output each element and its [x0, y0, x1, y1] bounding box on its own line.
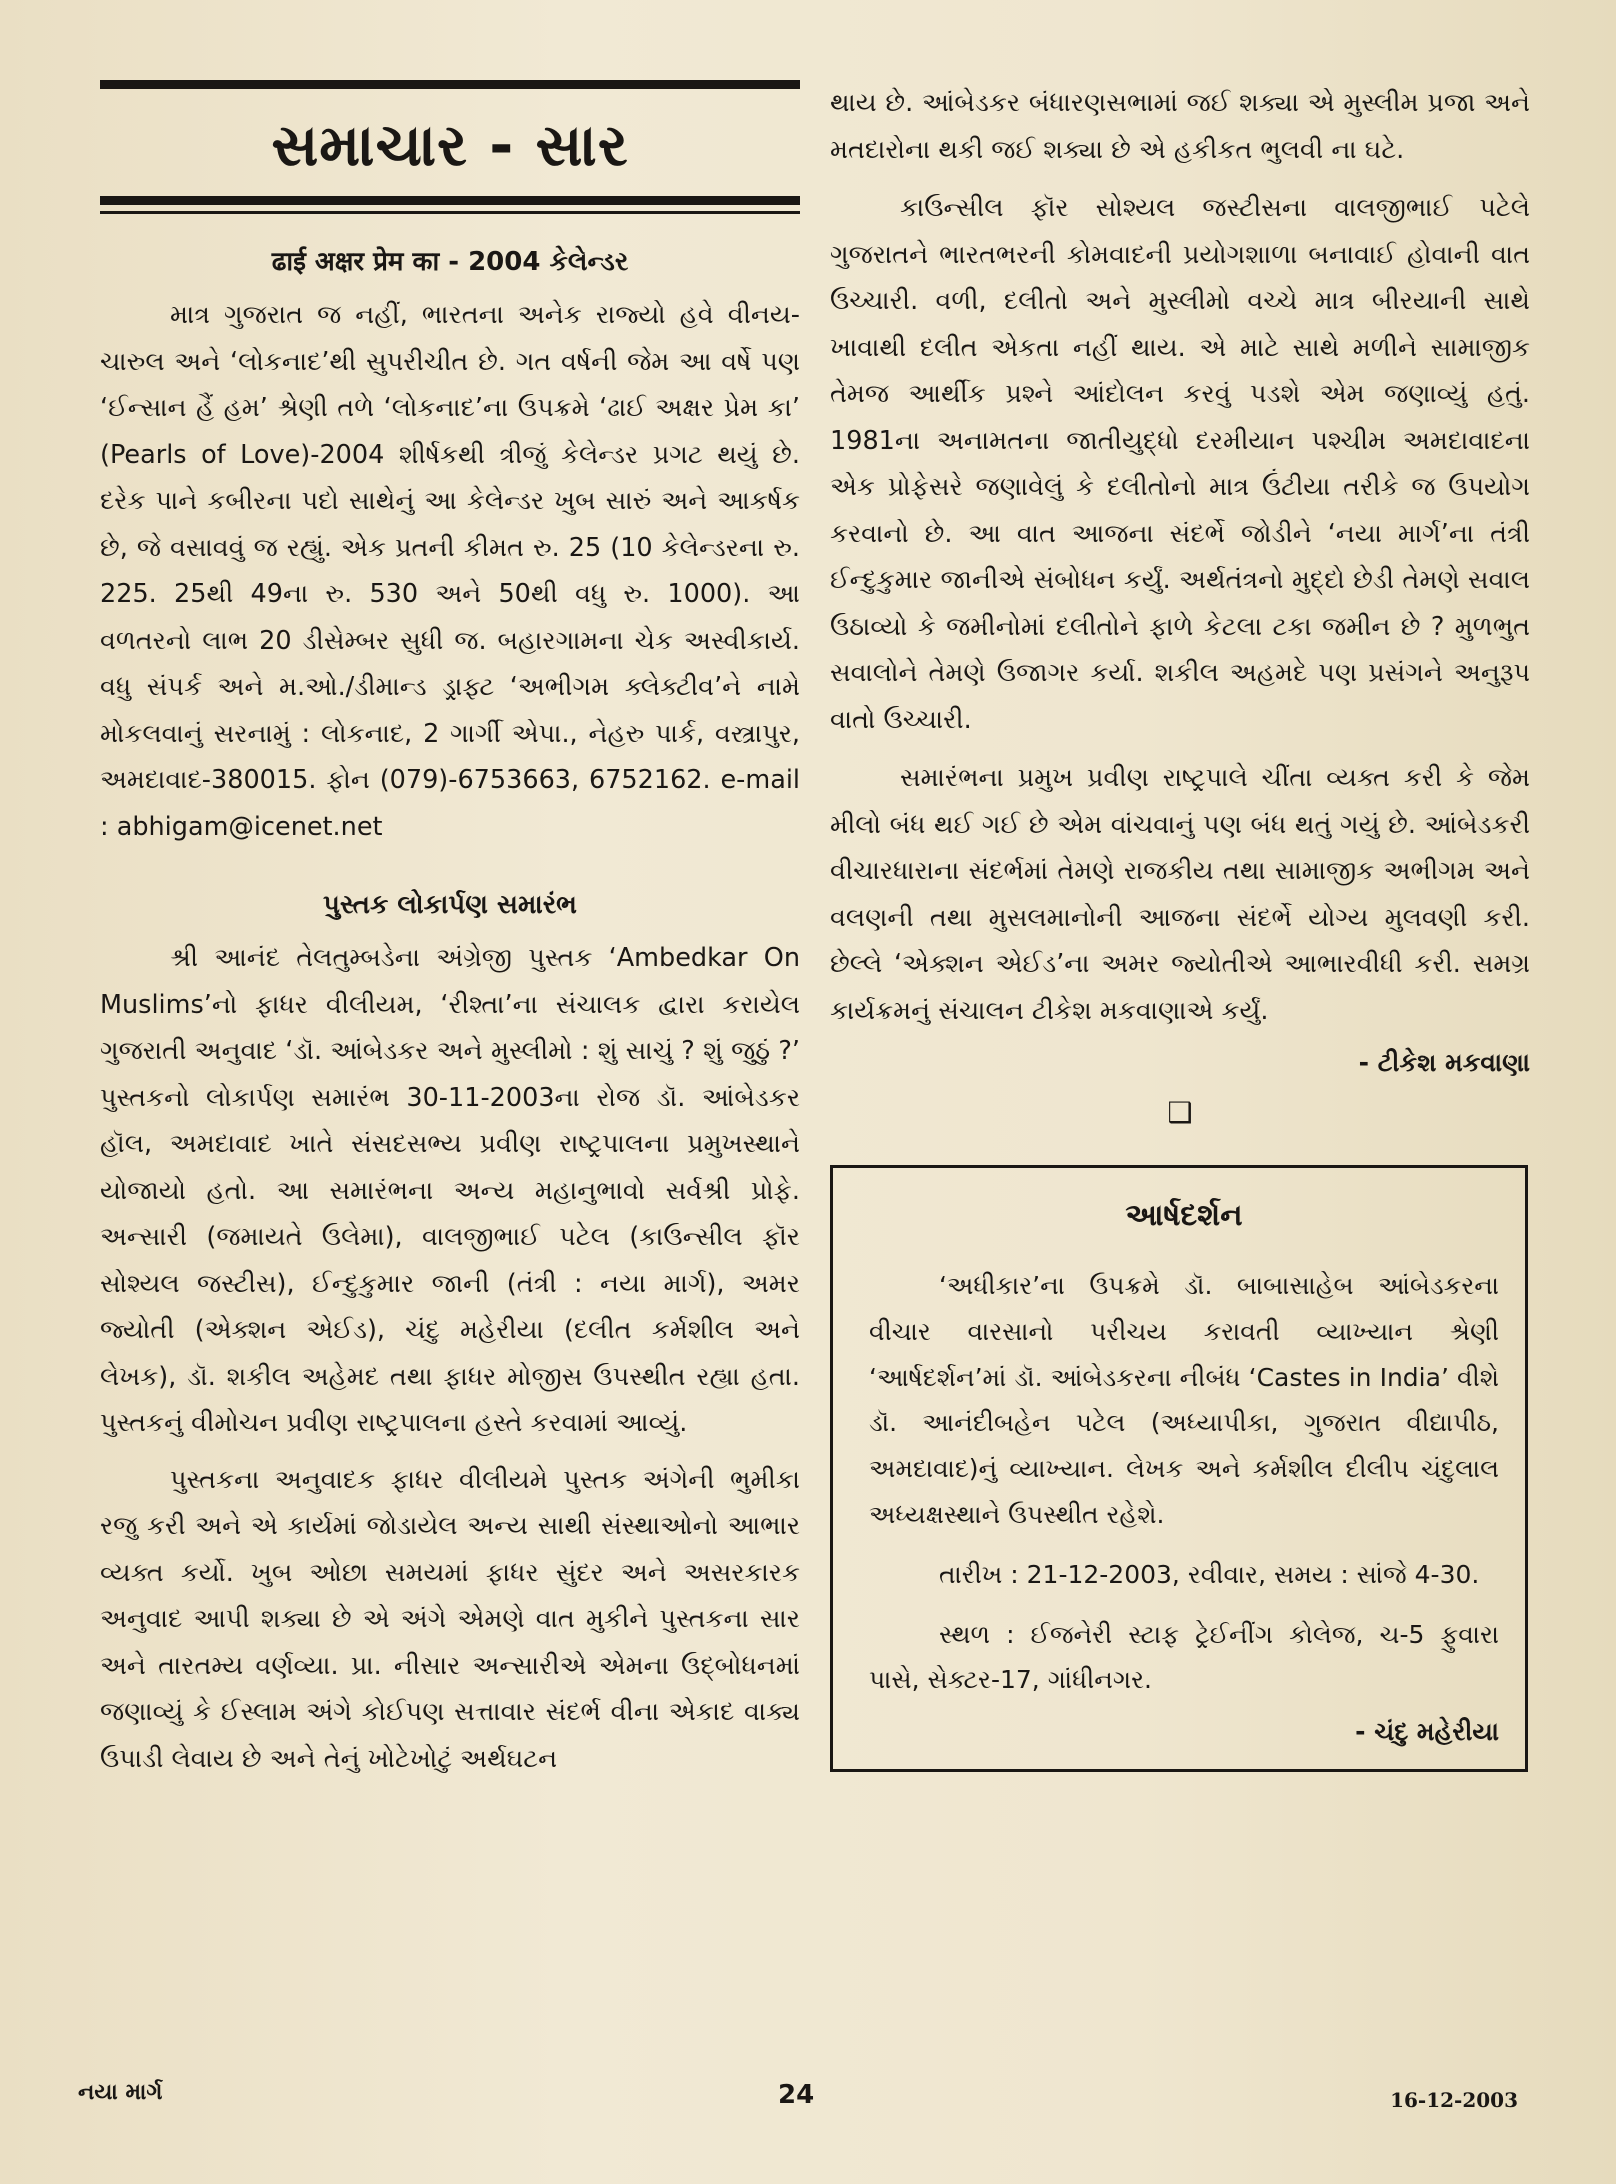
calendar-heading: ढाई अक्षर प्रेम का - 2004 કેલેન્ડર	[271, 247, 629, 277]
calendar-paragraph: માત્ર ગુજરાત જ નહીં, ભારતના અનેક રાજ્યો હવે વીનય-ચારુલ અને ‘લોકનાદ’થી સુપરીચીત છે. ગત વર્ષની જેમ આ વર્ષે પણ ‘ઈન્સાન હૈં હમ’ શ્રેણી તળે ‘લોકનાદ’ના ઉપક્રમે ‘ઢાઈ અક્ષર પ્રેમ કા’ (Pearls of Love)-2004 શીર્ષકથી ત્રીજું કેલેન્ડર પ્રગટ થયું છે. દરેક પાને કબીરના પદો સાથેનું આ કેલેન્ડર ખુબ સારું અને આકર્ષક છે, જે વસાવવું જ રહ્યું. એક પ્રતની કીમત રુ. 25 (10 કેલેન્ડરના રુ. 225. 25થી 49ના રુ. 530 અને 50થી વધુ રુ. 1000). આ વળતરનો લાભ 20 ડીસેમ્બર સુધી જ. બહારગામના ચેક અસ્વીકાર્ય. વધુ સંપર્ક અને મ.ઓ./ડીમાન્ડ ડ્રાફ્ટ ‘અભીગમ ક્લેક્ટીવ’ને નામે મોકલવાનું સરનામું : લોકનાદ, 2 ગાર્ગી એપા., નેહરુ પાર્ક, વસ્ત્રાપુર, અમદાવાદ-380015. ફોન (079)-6753663, 6752162. e-mail : abhigam@icenet.net	[100, 300, 800, 842]
masthead-rule-top	[100, 80, 800, 89]
masthead-rule-thin	[100, 211, 800, 214]
page-footer	[78, 2080, 1518, 2120]
book-launch-paragraph-3: કાઉન્સીલ ફૉર સોશ્યલ જસ્ટીસના વાલજીભાઈ પટેલે ગુજરાતને ભારતભરની કોમવાદની પ્રયોગશાળા બનાવાઈ હોવાની વાત ઉચ્ચારી. વળી, દલીતો અને મુસ્લીમો વચ્ચે માત્ર બીરયાની સાથે ખાવાથી દલીત એકતા નહીં થાય. એ માટે સાથે મળીને સામાજીક તેમજ આર્થીક પ્રશ્ને આંદોલન કરવું પડશે એમ જણાવ્યું હતું. 1981ના અનામતના જાતીયુદ્ધો દરમીયાન પશ્ચીમ અમદાવાદના એક પ્રોફેસરે જણાવેલું કે દલીતોનો માત્ર ઉંટીયા તરીકે જ ઉપયોગ કરવાનો છે. આ વાત આજના સંદર્ભે જોડીને ‘નયા માર્ગ’ના તંત્રી ઈન્દુકુમાર જાનીએ સંબોધન કર્યું. અર્થતંત્રનો મુદ્દો છેડી તેમણે સવાલ ઉઠાવ્યો કે જમીનોમાં દલીતોને ફાળે કેટલા ટકા જમીન છે ? મુળભુત સવાલોને તેમણે ઉજાગર કર્યા. શકીલ અહમદે પણ પ્રસંગને અનુરૂપ વાતો ઉચ્ચારી.	[830, 193, 1530, 735]
book-launch-paragraph-2: પુસ્તકના અનુવાદક ફાધર વીલીયમે પુસ્તક અંગેની ભુમીકા રજુ કરી અને એ કાર્યમાં જોડાયેલ અન્ય સાથી સંસ્થાઓનો આભાર વ્યક્ત કર્યો. ખુબ ઓછા સમયમાં ફાધર સુંદર અને અસરકારક અનુવાદ આપી શક્યા છે એ અંગે એમણે વાત મુકીને પુસ્તકના સાર અને તારતમ્ય વર્ણવ્યા. પ્રા. નીસાર અન્સારીએ એમના ઉદ્બોધનમાં જણાવ્યું કે ઈસ્લામ અંગે કોઈપણ સત્તાવાર સંદર્ભ વીના એકાદ વાક્ય ઉપાડી લેવાય છે અને તેનું ખોટેખોટું અર્થઘટન	[100, 1464, 800, 1774]
announcement-box	[830, 1165, 1528, 1772]
announcement-byline: - ચંદુ મહેરીયા	[1355, 1717, 1499, 1747]
left-column	[100, 80, 800, 1792]
end-of-article-mark: ❑	[1167, 1096, 1193, 1129]
issue-date: 16-12-2003	[1390, 2088, 1518, 2112]
book-launch-byline: - ટીકેશ મકવાણા	[1358, 1048, 1530, 1077]
book-launch-heading: પુસ્તક લોકાર્પણ સમારંભ	[323, 890, 577, 920]
section-masthead: સમાચાર - સાર	[271, 111, 629, 179]
announcement-paragraph-1: ‘અધીકાર’ના ઉપક્રમે ડૉ. બાબાસાહેબ આંબેડકરના વીચાર વારસાનો પરીચય કરાવતી વ્યાખ્યાન શ્રેણી ‘આર્ષદર્શન’માં ડૉ. આંબેડકરના નીબંધ ‘Castes in India’ વીશે ડૉ. આનંદીબહેન પટેલ (અધ્યાપીકા, ગુજરાત વીદ્યાપીઠ, અમદાવાદ)નું વ્યાખ્યાન. લેખક અને કર્મશીલ દીલીપ ચંદુલાલ અધ્યક્ષસ્થાને ઉપસ્થીત રહેશે.	[869, 1271, 1499, 1529]
announcement-title: આર્ષદર્શન	[1125, 1198, 1243, 1233]
announcement-venue: સ્થળ : ઈજનેરી સ્ટાફ ટ્રેઈનીંગ કોલેજ, ચ-5 ફુવારા પાસે, સેક્ટર-17, ગાંધીનગર.	[869, 1619, 1499, 1695]
book-launch-paragraph-1: શ્રી આનંદ તેલતુમ્બડેના અંગ્રેજી પુસ્તક ‘Ambedkar On Muslims’નો ફાધર વીલીયમ, ‘રીશ્તા’ના સંચાલક દ્વારા કરાયેલ ગુજરાતી અનુવાદ ‘ડૉ. આંબેડકર અને મુસ્લીમો : શું સાચું ? શું જુઠું ?’ પુસ્તકનો લોકાર્પણ સમારંભ 30-11-2003ના રોજ ડૉ. આંબેડકર હૉલ, અમદાવાદ ખાતે સંસદસભ્ય પ્રવીણ રાષ્ટ્રપાલના પ્રમુખસ્થાને યોજાયો હતો. આ સમારંભના અન્ય મહાનુભાવો સર્વશ્રી પ્રોફે. અન્સારી (જમાયતે ઉલેમા), વાલજીભાઈ પટેલ (કાઉન્સીલ ફૉર સોશ્યલ જસ્ટીસ), ઈન્દુકુમાર જાની (તંત્રી : નયા માર્ગ), અમર જ્યોતી (એક્શન એઈડ), ચંદુ મહેરીયા (દલીત કર્મશીલ અને લેખક), ડૉ. શકીલ અહેમદ તથા ફાધર મોજીસ ઉપસ્થીત રહ્યા હતા. પુસ્તકનું વીમોચન પ્રવીણ રાષ્ટ્રપાલના હસ્તે કરવામાં આવ્યું.	[100, 943, 800, 1438]
masthead-rule-bottom	[100, 196, 800, 205]
announcement-date-time: તારીખ : 21-12-2003, રવીવાર, સમય : સાંજે 4-30.	[939, 1559, 1480, 1589]
right-column	[830, 80, 1530, 1772]
publication-name: નયા માર્ગ	[78, 2080, 163, 2105]
book-launch-continuation: થાય છે. આંબેડકર બંધારણસભામાં જઈ શક્યા એ મુસ્લીમ પ્રજા અને મતદારોના થકી જઈ શક્યા છે એ હકીકત ભુલવી ના ઘટે.	[830, 88, 1530, 165]
book-launch-paragraph-4: સમારંભના પ્રમુખ પ્રવીણ રાષ્ટ્રપાલે ચીંતા વ્યક્ત કરી કે જેમ મીલો બંધ થઈ ગઈ છે એમ વાંચવાનું પણ બંધ થતું ગયું છે. આંબેડકરી વીચારધારાના સંદર્ભમાં તેમણે રાજકીય તથા સામાજીક અભીગમ અને વલણની તથા મુસલમાનોની આજના સંદર્ભે યોગ્ય મુલવણી કરી. છેલ્લે ‘એક્શન એઈડ’ના અમર જ્યોતીએ આભારવીધી કરી. સમગ્ર કાર્યક્રમનું સંચાલન ટીકેશ મકવાણાએ કર્યું.	[830, 763, 1530, 1026]
page-number: 24	[778, 2080, 815, 2110]
